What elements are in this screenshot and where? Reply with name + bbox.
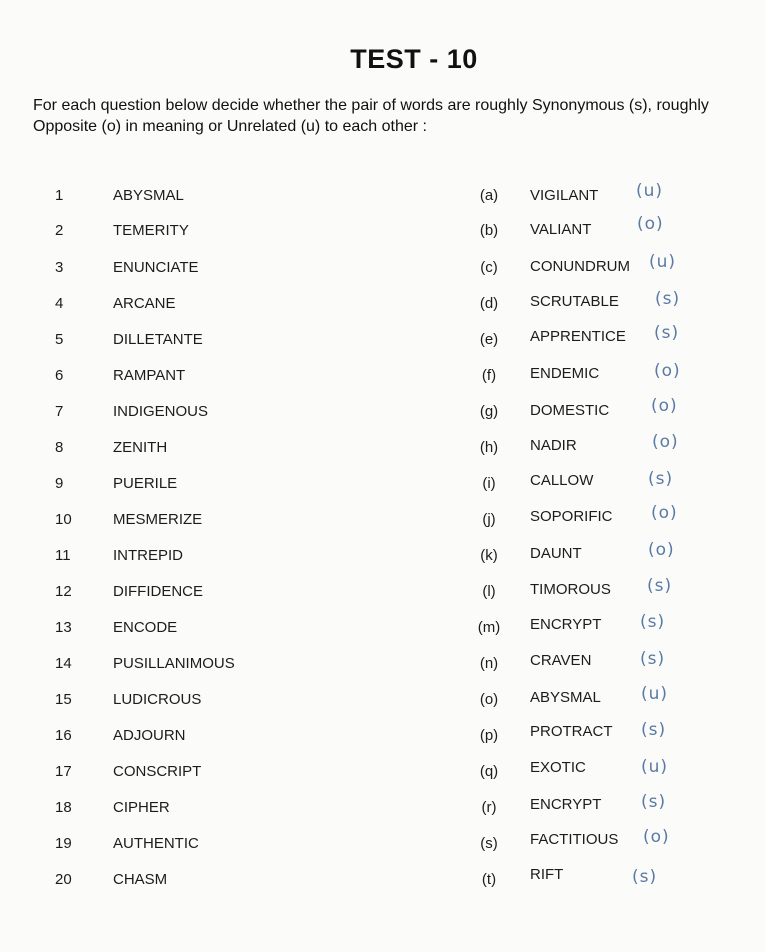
question-row [0,612,765,649]
paired-word: EXOTIC [530,759,586,776]
question-row [0,540,765,577]
question-word: TEMERITY [113,222,189,239]
question-word: LUDICROUS [113,691,202,708]
paired-word: CONUNDRUM [530,258,630,275]
handwritten-answer: (o) [654,361,681,381]
paired-word: ENCRYPT [530,616,602,633]
handwritten-answer: (u) [636,181,664,201]
question-word: ARCANE [113,295,176,312]
option-letter: (n) [479,655,499,672]
paired-word: ABYSMAL [530,689,601,706]
question-word: INTREPID [113,547,184,564]
paired-word: ENCRYPT [530,796,602,813]
question-row [0,827,765,865]
option-letter: (c) [480,259,498,276]
question-number: 7 [55,403,64,420]
question-row [0,289,765,325]
paired-word: VIGILANT [530,187,599,204]
question-row [0,576,765,613]
paired-word: DOMESTIC [530,402,610,419]
paired-word: RIFT [530,866,564,883]
question-number: 19 [55,835,72,852]
question-word: INDIGENOUS [113,403,209,420]
option-letter: (p) [479,727,499,744]
handwritten-answer: (o) [648,540,675,560]
paired-word: NADIR [530,437,577,454]
handwritten-answer: (s) [640,649,666,669]
question-row [0,469,765,505]
question-number: 9 [55,475,64,492]
question-row [0,684,765,721]
option-letter: (q) [479,763,499,780]
question-number: 18 [55,799,72,816]
question-number: 14 [55,655,72,672]
question-word: ENUNCIATE [113,259,199,276]
question-row [0,757,765,793]
option-letter: (o) [479,691,499,708]
question-word: ENCODE [113,619,178,636]
question-word: RAMPANT [113,367,186,384]
question-number: 1 [55,187,64,204]
question-row [0,720,765,757]
question-number: 6 [55,367,64,384]
instructions-text: For each question below decide whether the pair of words are roughly Synonymous (s), roughly Opposite (o) in meaning or Unrelated (u) to each other : [33,97,709,135]
option-letter: (m) [477,619,501,636]
question-number: 12 [55,583,72,600]
option-letter: (i) [482,475,496,492]
handwritten-answer: (s) [655,289,681,309]
option-letter: (f) [481,367,497,384]
question-word: ZENITH [113,439,168,456]
question-word: CHASM [113,871,168,888]
question-row [0,361,765,397]
handwritten-answer: (u) [641,757,669,777]
question-row [0,649,765,685]
handwritten-answer: (o) [651,503,678,523]
question-row [0,323,765,361]
option-letter: (a) [479,187,499,204]
option-letter: (e) [479,331,499,348]
question-row [0,503,765,541]
question-row [0,396,765,433]
handwritten-answer: (u) [641,684,669,704]
handwritten-answer: (s) [641,720,667,740]
option-letter: (r) [481,799,497,816]
option-letter: (t) [481,871,497,888]
question-word: MESMERIZE [113,511,203,528]
question-number: 8 [55,439,64,456]
paired-word: CRAVEN [530,652,592,669]
handwritten-answer: (s) [641,792,667,812]
question-word: DILLETANTE [113,331,203,348]
question-row [0,252,765,289]
paired-word: PROTRACT [530,723,613,740]
handwritten-answer: (s) [648,469,674,489]
handwritten-answer: (s) [640,612,666,632]
question-number: 4 [55,295,64,312]
option-letter: (k) [480,547,498,564]
question-row [0,181,765,217]
paired-word: APPRENTICE [530,328,626,345]
page-title: TEST - 10 [350,44,478,74]
paired-word: CALLOW [530,472,594,489]
handwritten-answer: (u) [649,252,677,272]
question-number: 17 [55,763,72,780]
question-row [0,866,765,901]
handwritten-answer: (s) [632,867,658,887]
handwritten-answer: (o) [652,432,679,452]
question-row [0,432,765,469]
handwritten-answer: (s) [647,576,673,596]
question-number: 2 [55,222,64,239]
question-word: PUSILLANIMOUS [113,655,235,672]
question-word: ADJOURN [113,727,186,744]
option-letter: (b) [479,222,499,239]
question-number: 13 [55,619,72,636]
question-word: CIPHER [113,799,170,816]
question-row [0,214,765,252]
question-word: AUTHENTIC [113,835,199,852]
option-letter: (h) [479,439,499,456]
paired-word: DAUNT [530,545,582,562]
handwritten-answer: (o) [651,396,678,416]
option-letter: (s) [480,835,498,852]
paired-word: FACTITIOUS [530,831,619,848]
paired-word: ENDEMIC [530,365,600,382]
paired-word: VALIANT [530,221,592,238]
paired-word: TIMOROUS [530,581,611,598]
option-letter: (g) [479,403,499,420]
handwritten-answer: (s) [654,323,680,343]
paired-word: SOPORIFIC [530,508,613,525]
question-number: 15 [55,691,72,708]
option-letter: (j) [482,511,496,528]
handwritten-answer: (o) [637,214,664,234]
question-number: 16 [55,727,72,744]
paired-word: SCRUTABLE [530,293,619,310]
option-letter: (l) [482,583,496,600]
handwritten-answer: (o) [643,827,670,847]
question-word: ABYSMAL [113,187,184,204]
option-letter: (d) [479,295,499,312]
question-number: 20 [55,871,72,888]
question-number: 11 [55,547,71,564]
question-row [0,792,765,829]
question-word: PUERILE [113,475,178,492]
question-number: 3 [55,259,64,276]
question-number: 5 [55,331,64,348]
question-number: 10 [55,511,72,528]
question-word: CONSCRIPT [113,763,202,780]
question-word: DIFFIDENCE [113,583,203,600]
